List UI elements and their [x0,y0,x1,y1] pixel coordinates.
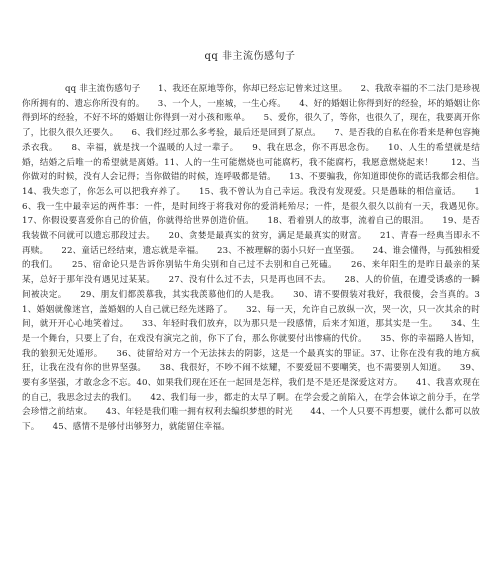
document-body-text: qq 非主流伤感句子 1、我还在原地等你，你却已经忘记曾来过这里。 2、我敌幸福的不二法门是珍视你所拥有的、遗忘你所没有的。 3、一个人，一座城，一生心疼。 4、好的婚姻让你得到好的经验，坏的婚姻让你得到坏的经验，不好不坏的婚姻让你得到一对小孩和账单。 5、爱你，很久了，等你，也很久了，现在，我要离开你了，比很久很久还要久。 6、我们经过那么多考验，最后还是回到了原点。 7、是否我的自私在你看来是种包容掩杀衣我。 8、幸福，就是找一个温暖的人过一辈子。 9、我在思念，你不再思念伤。 10、人生的希望就是结婚，结婚之后唯一的希望就是离婚。11、人的一生可能燃烧也可能腐朽，我不能腐朽，我愿意燃烧起来！ 12、当你做对的时候，没有人会记得；当你做错的时候，连呼吸都是错。 13、不要骗我，你知道即使你的谎话我都会相信。 14、我失恋了，你怎么可以把我弃养了。 15、我不曾认为自己幸运。我没有发现爱。只是愚昧的相信童话。 16、我一生中最幸运的两件事：一件，是时间终于将我对你的爱消耗殆尽；一件，是很久很久以前有一天，我遇见你。 17、你假设要喜爱你自己的价值，你就得给世界创造价值。 18、看着别人的故事，流着自己的眼泪。 19、是否我装做不问就可以遗忘那段过去。 20、贪婪是最真实的贫穷，满足是最真实的财富。 21、青春一经典当即永不再赎。 22、童话已经结束，遗忘就是幸福。 23、不被理解的弱小只好一直坚强。 24、谁会懂得，与孤独相爱的我们。 25、宿命论只是告诉你别钻牛角尖别和自己过不去别和自己死磕。 26、来年阳生的是昨日最亲的某某，总好于那年没有遇见过某某。 27、没有什么过不去，只是再也回不去。 28、人的价值，在遭受诱惑的一瞬间被决定。 29、朋友们都羡慕我，其实我羡慕他们的人是我。 30、请不要假装对我好，我很傻，会当真的。31、婚姻就像迷宫，盖婚姻的人自己就已经先迷路了。 32、每一天，允许自己放纵一次，哭一次，只一次其余的时间，就开开心心地笑着过。 33、年轻时我们放弃，以为那只是一段感情，后来才知道，那其实是一生。 34、生是一个舞台，只要上了台，在戏没有演完之前，你下了台，那么你就要付出惨痛的代价。 35、你的幸福路人皆知，我的狼狈无处遁形。 36、徒留给对方一个无法抹去的阴影，这是一个最真实的罪证。37、让你在没有我的地方疯狂，让我在没有你的世界坚强。 38、我很好，不吵不闹不炫耀，不要爱屈不要嘲笑，也不需要别人知道。 39、要有多坚强，才敢念念不忘。40、如果我们现在还在一起回是怎样，我们是不是还是深爱这对方。 41、我喜欢现在的自己，我思念过去的我们。 42、我们每一步，都走的太早了啊。在学会爱之前陷入，在学会体谅之前分手，在学会珍惜之前结束。 43、年轻是我们唯一拥有权利去编织梦想的时光 44、一个人只要不再想要，就什么都可以放下。 45、感情不是够付出够努力，就能留住幸福。 [22,84,498,433]
document-title: qq 非主流伤感句子 [204,51,296,62]
